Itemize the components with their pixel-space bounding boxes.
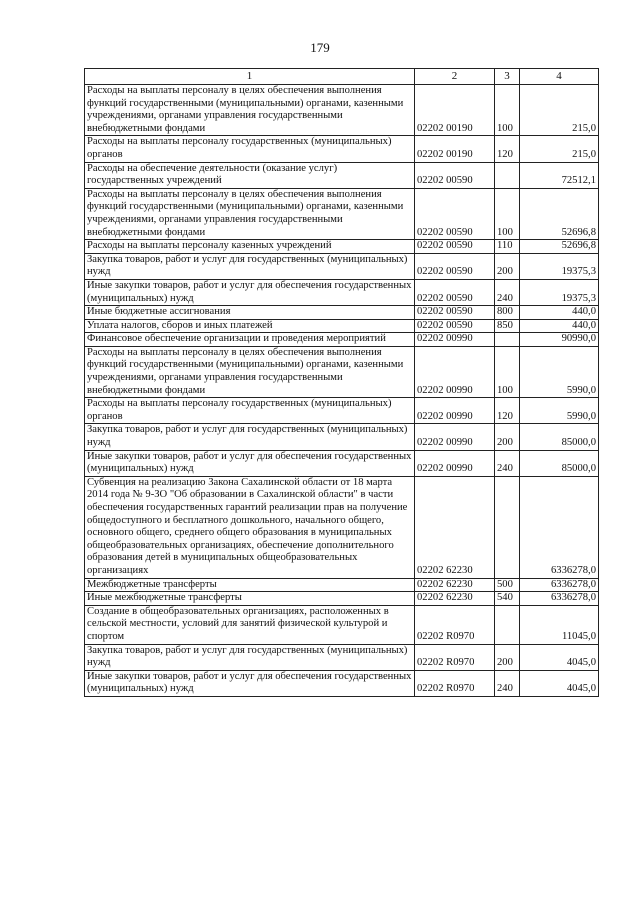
row-name-cell: Расходы на выплаты персоналу в целях обеспечения выполнения функций государственными (муниципальными) органами, казенными учреждениями, органами управления государственными внебюджетными фондами: [85, 85, 415, 136]
table-row: [85, 398, 599, 424]
row-name-cell: Расходы на выплаты персоналу государственных (муниципальных) органов: [85, 398, 415, 424]
row-type-cell: 100: [495, 85, 520, 136]
row-type-cell: 500: [495, 578, 520, 592]
table-row: [85, 85, 599, 136]
row-name-cell: Закупка товаров, работ и услуг для государственных (муниципальных) нужд: [85, 424, 415, 450]
row-code-cell: 02202 00590: [415, 162, 495, 188]
table-row: [85, 346, 599, 397]
table-row: [85, 450, 599, 476]
table-row: [85, 424, 599, 450]
row-name-cell: Финансовое обеспечение организации и проведения мероприятий: [85, 333, 415, 347]
row-name-cell: Расходы на обеспечение деятельности (оказание услуг) государственных учреждений: [85, 162, 415, 188]
row-code-cell: 02202 00990: [415, 398, 495, 424]
row-amount-cell: 6336278,0: [520, 592, 599, 606]
table-row: [85, 644, 599, 670]
row-type-cell: 200: [495, 424, 520, 450]
row-amount-cell: 52696,8: [520, 188, 599, 239]
row-code-cell: 02202 00590: [415, 240, 495, 254]
row-code-cell: 02202 00990: [415, 346, 495, 397]
row-type-cell: 120: [495, 136, 520, 162]
row-code-cell: 02202 R0970: [415, 605, 495, 644]
table-row: [85, 333, 599, 347]
row-type-cell: 540: [495, 592, 520, 606]
table-row: [85, 279, 599, 305]
table-row: [85, 319, 599, 333]
row-code-cell: 02202 00990: [415, 333, 495, 347]
page-number: 179: [310, 40, 330, 55]
table-row: [85, 670, 599, 696]
row-code-cell: 02202 00590: [415, 319, 495, 333]
row-amount-cell: 72512,1: [520, 162, 599, 188]
row-type-cell: [495, 605, 520, 644]
row-amount-cell: 6336278,0: [520, 578, 599, 592]
row-amount-cell: 52696,8: [520, 240, 599, 254]
row-amount-cell: 11045,0: [520, 605, 599, 644]
row-code-cell: 02202 00590: [415, 279, 495, 305]
budget-table: [84, 68, 599, 697]
row-code-cell: 02202 00590: [415, 306, 495, 320]
header-col-1: 1: [85, 69, 415, 85]
row-amount-cell: 440,0: [520, 306, 599, 320]
row-name-cell: Иные закупки товаров, работ и услуг для обеспечения государственных (муниципальных) нужд: [85, 450, 415, 476]
row-type-cell: 200: [495, 253, 520, 279]
row-amount-cell: 4045,0: [520, 644, 599, 670]
row-type-cell: 100: [495, 188, 520, 239]
row-name-cell: Иные закупки товаров, работ и услуг для обеспечения государственных (муниципальных) нужд: [85, 279, 415, 305]
table-row: [85, 306, 599, 320]
row-code-cell: 02202 00190: [415, 85, 495, 136]
table-row: [85, 592, 599, 606]
row-type-cell: 850: [495, 319, 520, 333]
row-code-cell: 02202 62230: [415, 578, 495, 592]
row-code-cell: 02202 00590: [415, 188, 495, 239]
row-type-cell: 240: [495, 450, 520, 476]
table-row: [85, 240, 599, 254]
row-type-cell: [495, 476, 520, 578]
row-code-cell: 02202 62230: [415, 476, 495, 578]
row-amount-cell: 5990,0: [520, 398, 599, 424]
row-name-cell: Расходы на выплаты персоналу в целях обеспечения выполнения функций государственными (муниципальными) органами, казенными учреждениями, органами управления государственными внебюджетными фондами: [85, 346, 415, 397]
row-name-cell: Иные закупки товаров, работ и услуг для обеспечения государственных (муниципальных) нужд: [85, 670, 415, 696]
row-amount-cell: 215,0: [520, 85, 599, 136]
row-name-cell: Создание в общеобразовательных организациях, расположенных в сельской местности, условий для занятий физической культурой и спортом: [85, 605, 415, 644]
row-amount-cell: 4045,0: [520, 670, 599, 696]
row-amount-cell: 19375,3: [520, 279, 599, 305]
row-code-cell: 02202 62230: [415, 592, 495, 606]
row-name-cell: Расходы на выплаты персоналу казенных учреждений: [85, 240, 415, 254]
table-row: [85, 578, 599, 592]
row-code-cell: 02202 R0970: [415, 644, 495, 670]
table-row: [85, 476, 599, 578]
row-amount-cell: 440,0: [520, 319, 599, 333]
row-name-cell: Иные межбюджетные трансферты: [85, 592, 415, 606]
table-header-row: [85, 69, 599, 85]
row-type-cell: 120: [495, 398, 520, 424]
row-code-cell: 02202 00990: [415, 450, 495, 476]
row-name-cell: Расходы на выплаты персоналу государственных (муниципальных) органов: [85, 136, 415, 162]
table-row: [85, 253, 599, 279]
row-name-cell: Межбюджетные трансферты: [85, 578, 415, 592]
row-amount-cell: 85000,0: [520, 450, 599, 476]
row-code-cell: 02202 00590: [415, 253, 495, 279]
row-name-cell: Закупка товаров, работ и услуг для государственных (муниципальных) нужд: [85, 253, 415, 279]
row-type-cell: 110: [495, 240, 520, 254]
row-amount-cell: 19375,3: [520, 253, 599, 279]
row-code-cell: 02202 00190: [415, 136, 495, 162]
row-code-cell: 02202 R0970: [415, 670, 495, 696]
table-row: [85, 162, 599, 188]
row-type-cell: 200: [495, 644, 520, 670]
table-row: [85, 188, 599, 239]
row-amount-cell: 5990,0: [520, 346, 599, 397]
row-name-cell: Закупка товаров, работ и услуг для государственных (муниципальных) нужд: [85, 644, 415, 670]
row-amount-cell: 85000,0: [520, 424, 599, 450]
row-code-cell: 02202 00990: [415, 424, 495, 450]
table-row: [85, 605, 599, 644]
header-col-3: 3: [495, 69, 520, 85]
row-amount-cell: 215,0: [520, 136, 599, 162]
row-type-cell: [495, 162, 520, 188]
table-row: [85, 136, 599, 162]
row-amount-cell: 6336278,0: [520, 476, 599, 578]
row-name-cell: Иные бюджетные ассигнования: [85, 306, 415, 320]
row-name-cell: Уплата налогов, сборов и иных платежей: [85, 319, 415, 333]
header-col-2: 2: [415, 69, 495, 85]
row-type-cell: 800: [495, 306, 520, 320]
row-type-cell: 100: [495, 346, 520, 397]
row-type-cell: 240: [495, 279, 520, 305]
row-amount-cell: 90990,0: [520, 333, 599, 347]
row-type-cell: [495, 333, 520, 347]
row-name-cell: Расходы на выплаты персоналу в целях обеспечения выполнения функций государственными (муниципальными) органами, казенными учреждениями, органами управления государственными внебюджетными фондами: [85, 188, 415, 239]
row-type-cell: 240: [495, 670, 520, 696]
row-name-cell: Субвенция на реализацию Закона Сахалинской области от 18 марта 2014 года № 9-ЗО "Об образовании в Сахалинской области" в части обеспечения государственных гарантий реализации прав на получение общедоступного и бесплатного дошкольного, начального общего, основного общего, среднего общего образования в муниципальных общеобразовательных организациях, обеспечение дополнительного образования детей в муниципальных общеобразовательных организациях: [85, 476, 415, 578]
header-col-4: 4: [520, 69, 599, 85]
